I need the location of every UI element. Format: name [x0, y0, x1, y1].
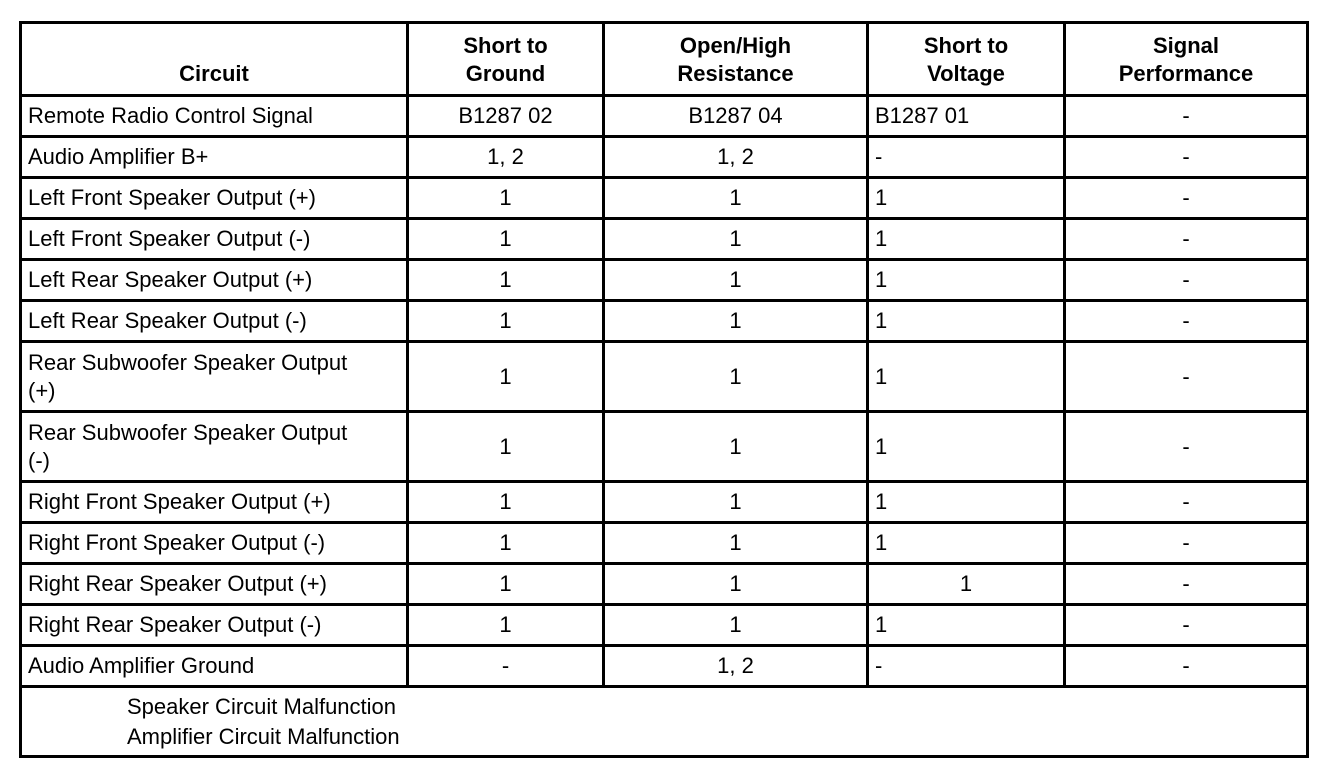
circuit-name: Left Rear Speaker Output (+)	[21, 260, 408, 301]
short-to-ground-value: 1	[408, 178, 604, 219]
short-to-ground-value: 1	[408, 523, 604, 564]
table-row	[21, 178, 1308, 219]
signal-performance-value: -	[1065, 260, 1308, 301]
open-high-resistance-value: 1	[604, 219, 868, 260]
short-to-ground-value: 1	[408, 342, 604, 412]
circuit-name: Left Front Speaker Output (+)	[21, 178, 408, 219]
short-to-voltage-value: -	[868, 137, 1065, 178]
signal-performance-value: -	[1065, 605, 1308, 646]
open-high-resistance-value: 1, 2	[604, 137, 868, 178]
signal-performance-value: -	[1065, 646, 1308, 687]
circuit-name: Right Front Speaker Output (-)	[21, 523, 408, 564]
open-high-resistance-value: 1	[604, 564, 868, 605]
signal-performance-value: -	[1065, 482, 1308, 523]
circuit-name: Right Front Speaker Output (+)	[21, 482, 408, 523]
signal-performance-value: -	[1065, 523, 1308, 564]
circuit-name-line-2: (-)	[28, 447, 50, 473]
table-row	[21, 301, 1308, 342]
short-to-voltage-value: B1287 01	[868, 96, 1065, 137]
short-to-ground-value: 1	[408, 564, 604, 605]
signal-performance-value: -	[1065, 342, 1308, 412]
short-to-ground-value: 1	[408, 412, 604, 482]
table-row	[21, 646, 1308, 687]
table-row	[21, 137, 1308, 178]
open-high-resistance-value: 1	[604, 412, 868, 482]
short-to-voltage-value: 1	[868, 342, 1065, 412]
table-row	[21, 605, 1308, 646]
header-signal-performance: Signal Performance	[1065, 23, 1308, 96]
short-to-ground-value: 1	[408, 482, 604, 523]
table-row	[21, 219, 1308, 260]
table-row	[21, 342, 1308, 412]
open-high-resistance-value: 1	[604, 260, 868, 301]
short-to-ground-value: -	[408, 646, 604, 687]
signal-performance-value: -	[1065, 137, 1308, 178]
circuit-name	[21, 342, 408, 412]
open-high-resistance-value: 1	[604, 342, 868, 412]
short-to-ground-value: 1	[408, 260, 604, 301]
circuit-name: Right Rear Speaker Output (-)	[21, 605, 408, 646]
circuit-name: Left Rear Speaker Output (-)	[21, 301, 408, 342]
open-high-resistance-value: 1	[604, 482, 868, 523]
table-row	[21, 412, 1308, 482]
circuit-name-line-2: (+)	[28, 377, 56, 403]
signal-performance-value: -	[1065, 564, 1308, 605]
short-to-voltage-value: 1	[868, 219, 1065, 260]
table-row	[21, 260, 1308, 301]
note-amplifier-circuit-malfunction: Amplifier Circuit Malfunction	[127, 723, 400, 749]
header-short-to-ground: Short to Ground	[408, 23, 604, 96]
open-high-resistance-value: B1287 04	[604, 96, 868, 137]
short-to-voltage-value: 1	[868, 260, 1065, 301]
short-to-voltage-value: 1	[868, 605, 1065, 646]
short-to-voltage-value: 1	[868, 564, 1065, 605]
open-high-resistance-value: 1	[604, 605, 868, 646]
short-to-ground-value: 1	[408, 219, 604, 260]
open-high-resistance-value: 1, 2	[604, 646, 868, 687]
short-to-ground-value: 1	[408, 301, 604, 342]
short-to-voltage-value: 1	[868, 178, 1065, 219]
note-speaker-circuit-malfunction: Speaker Circuit Malfunction	[127, 693, 397, 719]
signal-performance-value: -	[1065, 219, 1308, 260]
circuit-name-line-1: Rear Subwoofer Speaker Output	[28, 349, 348, 375]
header-open-high-resistance: Open/High Resistance	[604, 23, 868, 96]
signal-performance-value: -	[1065, 412, 1308, 482]
open-high-resistance-value: 1	[604, 523, 868, 564]
signal-performance-value: -	[1065, 178, 1308, 219]
short-to-ground-value: 1	[408, 605, 604, 646]
open-high-resistance-value: 1	[604, 178, 868, 219]
circuit-name: Right Rear Speaker Output (+)	[21, 564, 408, 605]
header-row	[21, 23, 1308, 96]
short-to-ground-value: B1287 02	[408, 96, 604, 137]
short-to-voltage-value: 1	[868, 482, 1065, 523]
circuit-name	[21, 412, 408, 482]
short-to-ground-value: 1, 2	[408, 137, 604, 178]
open-high-resistance-value: 1	[604, 301, 868, 342]
notes-cell	[21, 687, 1308, 757]
header-circuit: Circuit	[21, 23, 408, 96]
signal-performance-value: -	[1065, 301, 1308, 342]
circuit-diagnostic-table	[19, 21, 1309, 758]
notes-row	[21, 687, 1308, 757]
short-to-voltage-value: 1	[868, 412, 1065, 482]
circuit-name: Remote Radio Control Signal	[21, 96, 408, 137]
short-to-voltage-value: -	[868, 646, 1065, 687]
table-row	[21, 482, 1308, 523]
circuit-name: Left Front Speaker Output (-)	[21, 219, 408, 260]
signal-performance-value: -	[1065, 96, 1308, 137]
circuit-name-line-1: Rear Subwoofer Speaker Output	[28, 419, 348, 445]
short-to-voltage-value: 1	[868, 301, 1065, 342]
circuit-name: Audio Amplifier B+	[21, 137, 408, 178]
table-row	[21, 564, 1308, 605]
short-to-voltage-value: 1	[868, 523, 1065, 564]
circuit-name: Audio Amplifier Ground	[21, 646, 408, 687]
table-row	[21, 96, 1308, 137]
header-short-to-voltage: Short to Voltage	[868, 23, 1065, 96]
table-row	[21, 523, 1308, 564]
